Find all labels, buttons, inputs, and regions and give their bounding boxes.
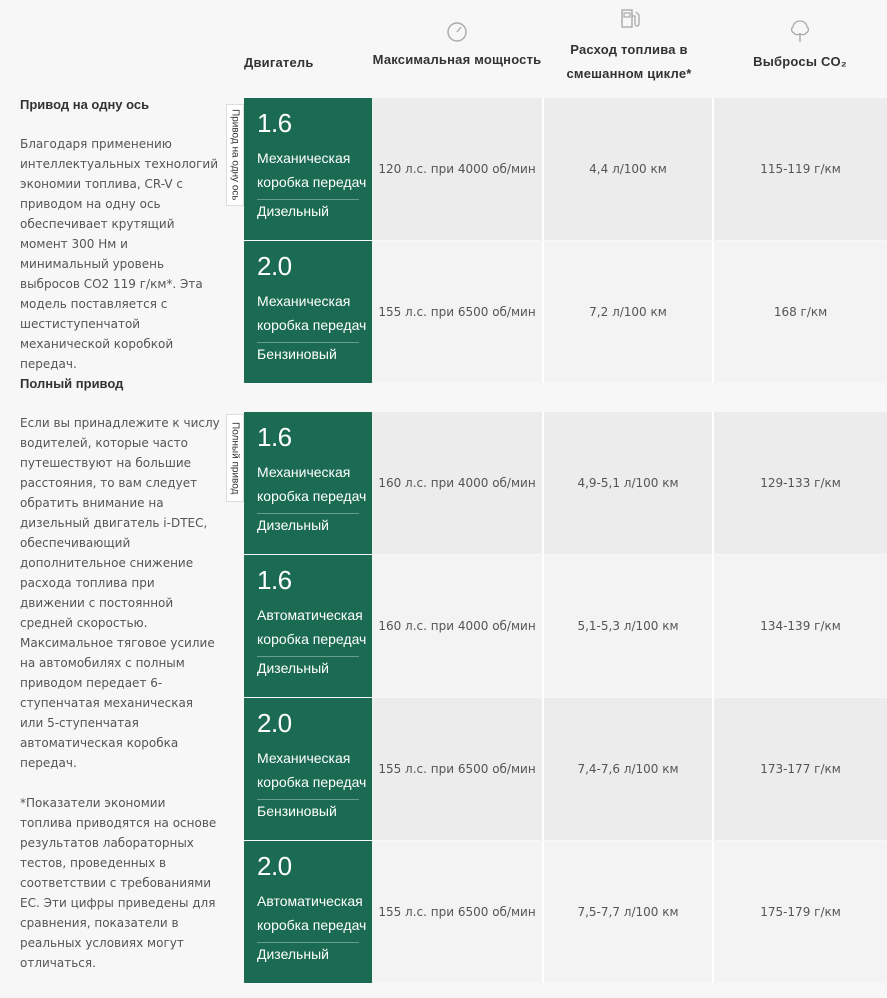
engine-cell — [244, 98, 372, 240]
engine-fuel-type: Дизельный — [257, 203, 329, 219]
engine-separator — [257, 799, 359, 800]
section2-text: Если вы принадлежите к числу водителей, которые часто путешествуют на большие расстояния, то вам следует обратить внимание на дизельный двигатель i-DTEC, обеспечивающий дополнительное снижение расхода топлива при движении с постоянной средней скоростью. Максимальное тяговое усилие на автомобилях с полным приводом передает 6-ступенчатая механическая или 5-ступенчатая автоматическая коробка передач. — [20, 416, 220, 770]
consumption-cell: 7,5-7,7 л/100 км — [577, 905, 679, 919]
tab-awd[interactable]: Полный привод — [226, 414, 244, 502]
co2-cell: 115-119 г/км — [760, 162, 841, 176]
engine-separator — [257, 656, 359, 657]
header-co2-label: Выбросы CO₂ — [753, 54, 847, 69]
engine-cell — [244, 841, 372, 983]
engine-gearbox: Механическая коробка передач — [257, 293, 367, 333]
section2-title: Полный привод — [20, 376, 124, 391]
engine-gearbox: Механическая коробка передач — [257, 750, 367, 790]
engine-separator — [257, 513, 359, 514]
speedometer-icon — [445, 20, 469, 42]
power-cell: 155 л.с. при 6500 об/мин — [378, 762, 536, 776]
engine-separator — [257, 942, 359, 943]
engine-cell — [244, 555, 372, 697]
power-cell: 160 л.с. при 4000 об/мин — [378, 476, 536, 490]
left-column — [20, 95, 220, 374]
tab-single-axle[interactable]: Привод на одну ось — [226, 104, 244, 206]
engine-cell — [244, 412, 372, 554]
engine-gearbox: Механическая коробка передач — [257, 464, 367, 504]
co2-cell: 129-133 г/км — [760, 476, 841, 490]
engine-displacement: 2.0 — [257, 251, 292, 281]
engine-gearbox: Механическая коробка передач — [257, 150, 367, 190]
consumption-cell: 7,4-7,6 л/100 км — [577, 762, 679, 776]
engine-cell — [244, 698, 372, 840]
header-co2 — [715, 18, 885, 69]
engine-gearbox: Автоматическая коробка передач — [257, 893, 367, 933]
section1-title: Привод на одну ось — [20, 97, 150, 112]
engine-separator — [257, 199, 359, 200]
header-fuel-line1: Расход топлива в — [570, 42, 688, 57]
table-row — [244, 555, 887, 697]
header-power — [372, 20, 542, 67]
section1-text: Благодаря применению интеллектуальных технологий экономии топлива, CR-V с приводом на одну ось обеспечивает крутящий момент 300 Нм и минимальный уровень выбросов CO2 119 г/км*. Эта модель поставляется с шестиступенчатой механической коробкой передач. — [20, 137, 218, 371]
header-engine — [244, 52, 314, 71]
engine-displacement: 1.6 — [257, 565, 292, 595]
table-row — [244, 412, 887, 554]
fuel-pump-icon — [617, 8, 641, 30]
consumption-cell: 4,9-5,1 л/100 км — [577, 476, 679, 490]
header-fuel — [545, 8, 713, 86]
table-row — [244, 98, 887, 240]
engine-cell — [244, 241, 372, 383]
power-cell: 155 л.с. при 6500 об/мин — [378, 905, 536, 919]
engine-fuel-type: Дизельный — [257, 660, 329, 676]
power-cell: 120 л.с. при 4000 об/мин — [378, 162, 536, 176]
engine-gearbox: Автоматическая коробка передач — [257, 607, 367, 647]
left-column-2 — [20, 374, 220, 973]
consumption-cell: 4,4 л/100 км — [589, 162, 667, 176]
engine-displacement: 2.0 — [257, 851, 292, 881]
header-engine-label: Двигатель — [244, 55, 314, 70]
engine-fuel-type: Бензиновый — [257, 803, 337, 819]
co2-cell: 173-177 г/км — [760, 762, 841, 776]
co2-cell: 134-139 г/км — [760, 619, 841, 633]
engine-displacement: 2.0 — [257, 708, 292, 738]
power-cell: 155 л.с. при 6500 об/мин — [378, 305, 536, 319]
header-fuel-line2: смешанном цикле* — [566, 66, 692, 81]
table-row — [244, 841, 887, 983]
header-power-label: Максимальная мощность — [372, 52, 542, 67]
engine-displacement: 1.6 — [257, 108, 292, 138]
co2-cell: 175-179 г/км — [760, 905, 841, 919]
power-cell: 160 л.с. при 4000 об/мин — [378, 619, 536, 633]
consumption-cell: 7,2 л/100 км — [589, 305, 667, 319]
table-row — [244, 241, 887, 383]
table-row — [244, 698, 887, 840]
engine-displacement: 1.6 — [257, 422, 292, 452]
engine-fuel-type: Дизельный — [257, 946, 329, 962]
consumption-cell: 5,1-5,3 л/100 км — [577, 619, 679, 633]
engine-separator — [257, 342, 359, 343]
engine-fuel-type: Бензиновый — [257, 346, 337, 362]
co2-cell: 168 г/км — [773, 305, 828, 319]
footnote: *Показатели экономии топлива приводятся на основе результатов лабораторных тестов, проведенных в соответствии с требованиями ЕС. Эти цифры приведены для сравнения, показатели в реальных условиях могут отличаться. — [20, 796, 217, 970]
engine-fuel-type: Дизельный — [257, 517, 329, 533]
tree-icon — [788, 18, 812, 44]
